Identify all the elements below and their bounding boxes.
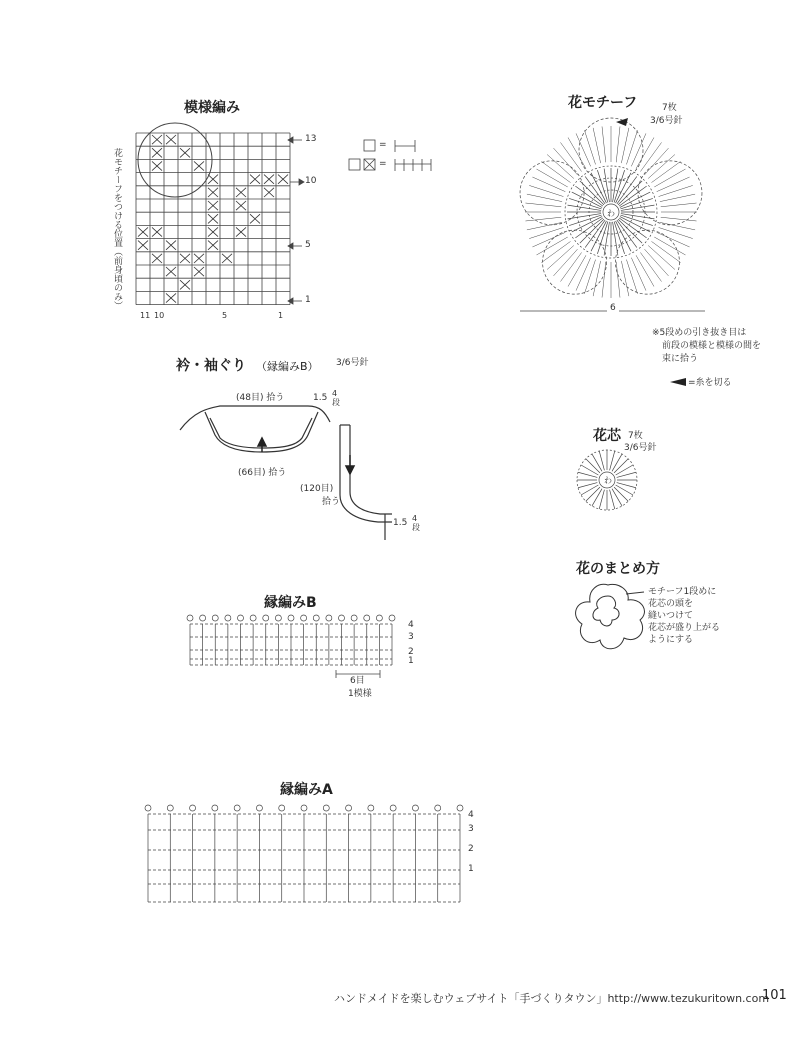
assembly-flower (576, 584, 645, 648)
footer-text: ハンドメイドを楽しむウェブサイト「手づくりタウン」http://www.tezukuritown.com (334, 992, 770, 1005)
motif-note-1: ※5段めの引き抜き目は (652, 328, 747, 338)
pattern-title: 模様編み (184, 100, 240, 116)
edging-a-chart (145, 805, 463, 902)
edging-b-row-4: 4 (408, 620, 414, 630)
row-marker-1: 1 (305, 295, 311, 305)
motif-cut-mark (616, 118, 628, 126)
assembly-note-5: ようにする (648, 635, 694, 645)
row-marker-5: 5 (305, 240, 311, 250)
collar-top-pick: (48目) 拾う (236, 393, 285, 403)
pattern-grid-cross-marks (138, 135, 288, 303)
collar-bottom-pick: (66目) 拾う (238, 468, 287, 478)
motif-note-3: 束に拾う (662, 354, 699, 364)
edging-b-row-2: 2 (408, 647, 414, 657)
core-count: 7枚 (628, 431, 643, 441)
collar-width-top: 1.5 (313, 393, 328, 403)
core-center: わ (604, 476, 612, 485)
core-title: 花芯 (593, 428, 621, 444)
col-marker-11: 11 (140, 311, 151, 320)
motif-title: 花モチーフ (568, 95, 638, 111)
legend-eq-1: = (379, 140, 387, 150)
collar-rows-bottom: 4段 (412, 514, 420, 532)
edging-b-row-3: 3 (408, 632, 414, 642)
edging-a-title: 縁編みA (280, 782, 333, 798)
edging-a-row-2: 2 (468, 844, 474, 854)
row-marker-10: 10 (305, 176, 317, 186)
collar-needle: 3/6号針 (336, 358, 369, 368)
edging-a-row-1: 1 (468, 864, 474, 874)
assembly-note-2: 花芯の頭を (648, 599, 694, 609)
collar-title: 衿・袖ぐり (176, 358, 246, 374)
edging-b-repeat-2: 1模様 (348, 689, 372, 699)
edging-b-title: 縁編みB (264, 595, 317, 611)
motif-needle: 3/6号針 (650, 116, 683, 126)
cut-thread-mark (670, 378, 686, 386)
assembly-note-1: モチーフ1段めに (648, 587, 717, 597)
core-needle: 3/6号針 (624, 443, 657, 453)
motif-count: 7枚 (662, 103, 677, 113)
cut-thread-note: =糸を切る (688, 378, 732, 388)
col-marker-5: 5 (222, 311, 228, 320)
edging-b-repeat-1: 6目 (350, 676, 365, 686)
edging-b-row-1: 1 (408, 656, 414, 666)
edging-a-row-3: 3 (468, 824, 474, 834)
edging-b-chart (187, 615, 395, 665)
assembly-note-3: 縫いつけて (648, 611, 694, 621)
collar-width-bottom: 1.5 (393, 518, 408, 528)
motif-width-label: 6 (607, 303, 619, 313)
motif-center: わ (607, 209, 615, 218)
collar-rows-top: 4段 (332, 389, 340, 407)
row-marker-13: 13 (305, 134, 317, 144)
page-number: 101 (762, 988, 787, 1003)
edging-a-row-4: 4 (468, 810, 474, 820)
col-marker-10: 10 (154, 311, 165, 320)
collar-subtitle: （縁編みB） (256, 360, 319, 373)
assembly-note-4: 花芯が盛り上がる (648, 623, 721, 633)
pattern-side-label: 花モチーフをつける位置（前身頃のみ） (112, 148, 122, 310)
legend-squares (349, 140, 431, 171)
motif-note-2: 前段の模様と模様の間を (662, 341, 762, 351)
assembly-title: 花のまとめ方 (576, 561, 660, 577)
legend-eq-2: = (379, 159, 387, 169)
collar-side-pick-1: (120目) (300, 484, 334, 494)
col-marker-1: 1 (278, 311, 284, 320)
collar-side-pick-2: 拾う (322, 497, 341, 507)
